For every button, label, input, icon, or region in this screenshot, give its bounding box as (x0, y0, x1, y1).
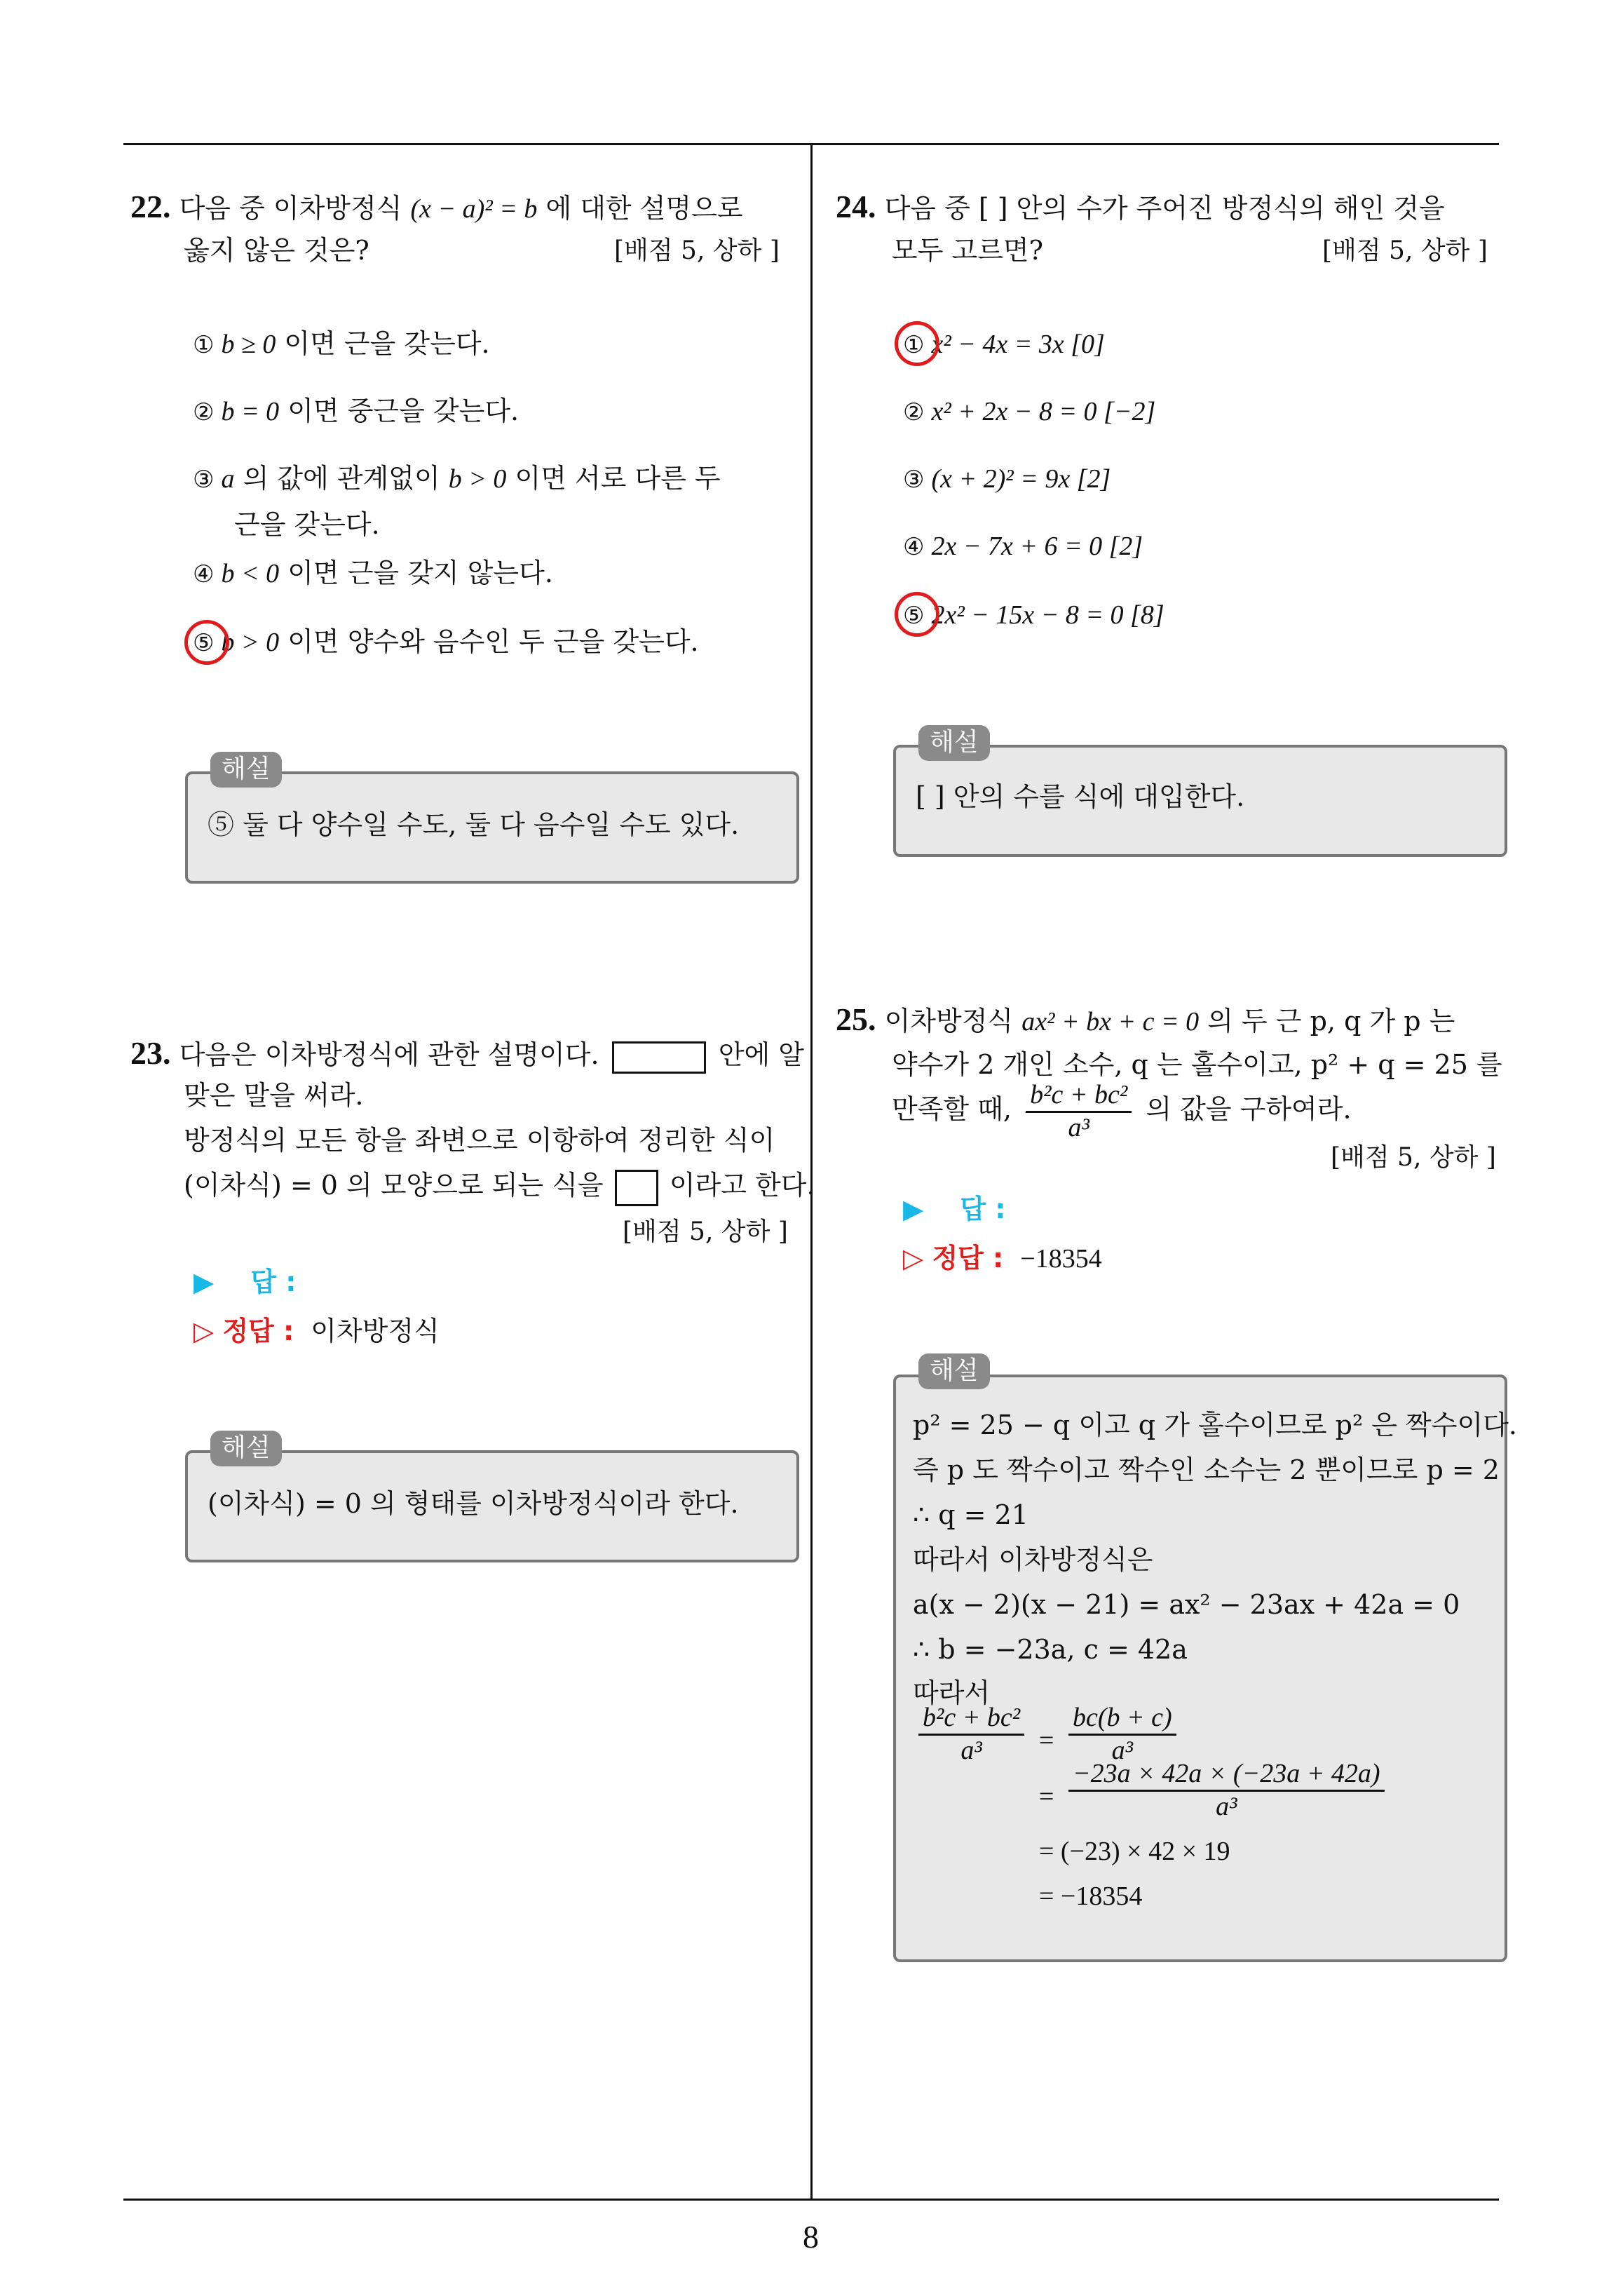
q24-explanation-text: [ ] 안의 수를 식에 대입한다. (916, 781, 1245, 812)
q25-correct-value: −18354 (1020, 1244, 1102, 1274)
q24-option-3-num: ③ (903, 466, 925, 494)
q22-answer-mark-circle (184, 620, 229, 665)
q22-option-1-text: 이면 근을 갖는다. (276, 328, 490, 359)
q25-calc-lhs-den: a³ (960, 1735, 982, 1765)
q25-correct-row (903, 1241, 1102, 1276)
q22-option-4-text: 이면 근을 갖지 않는다. (279, 558, 553, 588)
q24-score: [배점 5, 상하 ] (1322, 236, 1488, 265)
q25-line1-eq: ax² + bx + c = 0 (1021, 1007, 1200, 1036)
q25-explain-line-3: ∴ q = 21 (913, 1499, 1028, 1530)
q23-correct-row (193, 1314, 440, 1349)
q24-line1-text: 다음 중 [ ] 안의 수가 주어진 방정식의 해인 것을 (884, 193, 1445, 224)
q25-calc-step2-num: −23a × 42a × (−23a + 42a) (1068, 1759, 1385, 1792)
q24-option-5[interactable] (903, 597, 1164, 633)
q25-line3-post: 의 값을 구하여라. (1146, 1093, 1352, 1125)
q23-explanation-tag: 해설 (210, 1431, 282, 1466)
q22-option-3-line2: 근을 갖는다. (234, 509, 380, 540)
q25-calc-step1-fraction (1068, 1703, 1176, 1766)
q25-calc-eq-1: = (1039, 1726, 1054, 1755)
q23-line4-pre: (이차식) = 0 의 모양으로 되는 식을 (184, 1170, 604, 1201)
q22-explanation-text: ⑤ 둘 다 양수일 수도, 둘 다 음수일 수도 있다. (208, 809, 740, 840)
q22-option-1-math: b ≥ 0 (221, 330, 276, 359)
q23-correct-label: 정답 : (222, 1316, 294, 1346)
q23-correct-arrow-icon: ▷ (193, 1316, 215, 1346)
q22-equation: (x − a)² = b (410, 194, 538, 224)
q23-answer-blank-large (612, 1041, 706, 1074)
q22-option-3-text: 의 값에 관계없이 (234, 463, 449, 494)
q25-calc-lhs-num: b²c + bc² (918, 1703, 1024, 1736)
q22-option-2-text: 이면 중근을 갖는다. (279, 396, 520, 426)
q25-explain-line-4: 따라서 이차방정식은 (913, 1544, 1153, 1575)
q22-option-2-num: ② (193, 398, 215, 426)
q25-line3-pre: 만족할 때, (892, 1093, 1012, 1125)
q22-option-1[interactable] (193, 327, 490, 362)
q24-option-1-math: x² − 4x = 3x [0] (931, 330, 1105, 359)
q22-number: 22. (130, 189, 171, 224)
q25-calc-step1-num: bc(b + c) (1068, 1703, 1176, 1736)
q25-calc-step4: = −18354 (1039, 1882, 1143, 1911)
q23-line2: 맞은 말을 써라. (184, 1080, 364, 1111)
q25-line2: 약수가 2 개인 소수, q 는 홀수이고, p² + q = 25 를 (892, 1049, 1502, 1080)
q25-answer-label: 답 : (960, 1194, 1006, 1224)
q23-correct-value: 이차방정식 (311, 1316, 440, 1346)
q25-line1-pre: 이차방정식 (884, 1006, 1022, 1036)
q22-option-3-math2: b > 0 (448, 464, 507, 494)
q24-option-4-num: ④ (903, 533, 925, 561)
q25-fraction (1026, 1080, 1132, 1143)
bottom-rule (123, 2199, 1499, 2201)
q22-option-3[interactable] (193, 461, 721, 497)
q25-explain-line-1: p² = 25 − q 이고 q 가 홀수이므로 p² 은 짝수이다. (913, 1410, 1517, 1440)
q25-calc-step2-fraction (1068, 1759, 1385, 1822)
q22-explanation-tag: 해설 (210, 752, 282, 788)
q24-option-4[interactable] (903, 529, 1143, 564)
q22-option-4-math: b < 0 (221, 559, 280, 588)
q25-calc-step1 (1068, 1703, 1176, 1766)
q24-explanation-tag: 해설 (918, 725, 990, 761)
q24-option-3[interactable] (903, 461, 1111, 497)
q22-option-5-num: ⑤ (193, 629, 215, 657)
q23-line3: 방정식의 모든 항을 좌변으로 이항하여 정리한 식이 (184, 1125, 775, 1156)
q24-option-1-num: ① (903, 331, 925, 359)
q25-calc-lhs (918, 1703, 1024, 1766)
q22-option-2[interactable] (193, 394, 519, 429)
q22-option-5-text: 이면 양수와 음수인 두 근을 갖는다. (279, 626, 699, 657)
q23-line1-pre: 다음은 이차방정식에 관한 설명이다. (179, 1039, 599, 1070)
q23-answer-row[interactable] (193, 1265, 296, 1299)
q25-fraction-denominator: a³ (1068, 1112, 1089, 1142)
q25-calc-step2 (1068, 1759, 1385, 1822)
q25-explain-line-2: 즉 p 도 짝수이고 짝수인 소수는 2 뿐이므로 p = 2 (913, 1454, 1500, 1485)
q25-fraction-numerator: b²c + bc² (1026, 1080, 1132, 1113)
q24-answer-mark-circle-5 (895, 592, 939, 637)
q24-option-5-math: 2x² − 15x − 8 = 0 [8] (931, 600, 1164, 630)
q25-explanation-tag: 해설 (918, 1353, 990, 1389)
q22-line1 (130, 186, 743, 228)
q22-line1-pre: 다음 중 이차방정식 (179, 193, 411, 224)
q22-option-1-num: ① (193, 331, 215, 359)
q22-option-2-math: b = 0 (221, 397, 280, 426)
q22-option-5-math: b > 0 (221, 628, 280, 657)
q25-explain-line-6: ∴ b = −23a, c = 42a (913, 1634, 1188, 1665)
q25-explain-line-7: 따라서 (913, 1677, 991, 1708)
q25-calc-step2-den: a³ (1216, 1791, 1237, 1821)
q24-option-4-math: 2x − 7x + 6 = 0 [2] (931, 532, 1143, 561)
q22-option-4-num: ④ (193, 560, 215, 588)
q25-correct-arrow-icon: ▷ (903, 1243, 924, 1274)
q25-answer-row[interactable] (903, 1192, 1005, 1227)
q24-number: 24. (836, 189, 876, 224)
q25-explain-line-5: a(x − 2)(x − 21) = ax² − 23ax + 42a = 0 (913, 1589, 1460, 1620)
q23-answer-blank-small (615, 1170, 658, 1206)
q22-option-4[interactable] (193, 556, 553, 591)
q25-line1-post: 의 두 근 p, q 가 p 는 (1199, 1006, 1455, 1036)
q25-score: [배점 5, 상하 ] (1331, 1143, 1496, 1172)
page-number: 8 (803, 2219, 819, 2255)
q25-correct-label: 정답 : (932, 1243, 1004, 1274)
q25-answer-arrow-icon: ▶ (903, 1194, 924, 1224)
q25-calc-eq-2: = (1039, 1782, 1054, 1811)
q23-explanation-text: (이차식) = 0 의 형태를 이차방정식이라 한다. (208, 1488, 739, 1519)
q24-option-2[interactable] (903, 394, 1155, 429)
q24-option-2-num: ② (903, 398, 925, 426)
q24-line2: 모두 고르면? (892, 235, 1043, 266)
q22-line1-post: 에 대한 설명으로 (537, 193, 743, 224)
q25-line1 (836, 999, 1455, 1041)
q22-option-3-text2: 이면 서로 다른 두 (506, 463, 721, 494)
q24-option-3-math: (x + 2)² = 9x [2] (931, 464, 1111, 494)
q23-number: 23. (130, 1035, 171, 1071)
q23-line4 (184, 1168, 815, 1206)
q23-line1 (130, 1032, 804, 1074)
q24-answer-mark-circle-1 (895, 321, 939, 366)
q25-calc-lhs-fraction (918, 1703, 1024, 1766)
q25-calc-step1-den: a³ (1111, 1735, 1134, 1765)
q22-option-3-num: ③ (193, 466, 215, 494)
q22-option-3-math: a (221, 464, 235, 494)
q24-option-5-num: ⑤ (903, 602, 925, 630)
q25-number: 25. (836, 1001, 876, 1037)
q23-score: [배점 5, 상하 ] (623, 1217, 788, 1246)
q24-line1 (836, 186, 1445, 228)
q22-option-5[interactable] (193, 625, 699, 660)
q22-score: [배점 5, 상하 ] (614, 236, 780, 265)
q23-answer-arrow-icon: ▶ (193, 1267, 215, 1297)
q22-line2: 옳지 않은 것은? (184, 235, 369, 266)
q25-line3 (892, 1080, 1352, 1143)
q23-line4-post: 이라고 한다. (669, 1170, 815, 1201)
q23-line1-post: 안에 알 (718, 1039, 804, 1070)
q25-calc-step3: = (−23) × 42 × 19 (1039, 1837, 1230, 1866)
q23-answer-label: 답 : (250, 1267, 297, 1297)
q24-option-2-math: x² + 2x − 8 = 0 [−2] (931, 397, 1156, 426)
